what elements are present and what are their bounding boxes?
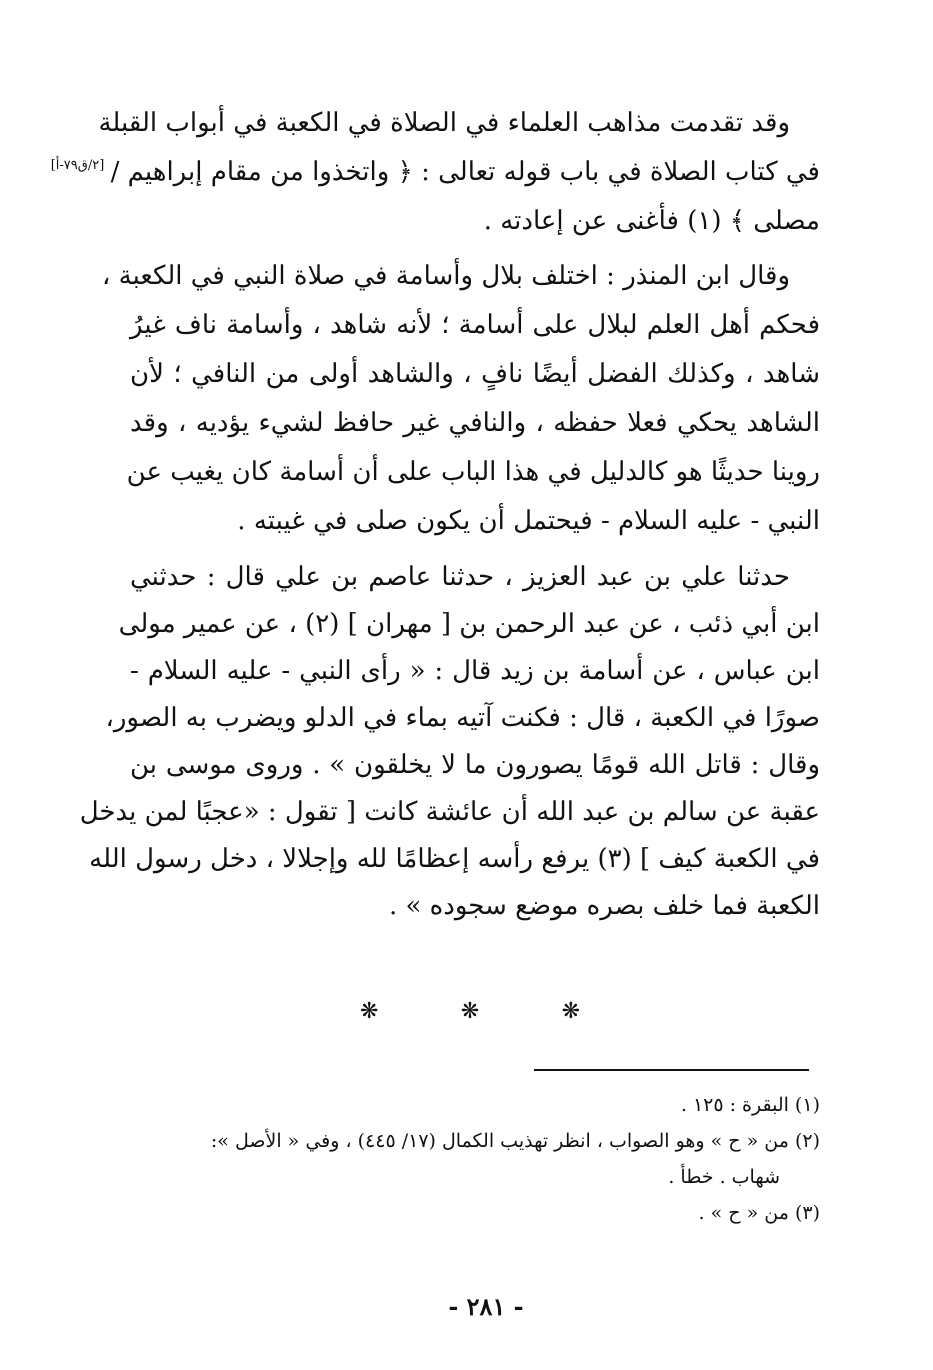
text-line: ابن عباس ، عن أسامة بن زيد قال : « رأى النبي - عليه السلام - [130, 656, 820, 686]
text-line: وقد تقدمت مذاهب العلماء في الصلاة في الكعبة في أبواب القبلة [98, 108, 790, 138]
margin-manuscript-note: [٢/ق٧٩-أ] [50, 158, 105, 173]
text-line: في الكعبة كيف ] (٣) يرفع رأسه إعظامًا لله وإجلالا ، دخل رسول الله [89, 844, 820, 874]
section-separator [360, 993, 580, 1029]
text-line: عقبة عن سالم بن عبد الله أن عائشة كانت [ تقول : «عجبًا لمن يدخل [79, 797, 820, 827]
asterism-icon: ❋ [460, 998, 480, 1024]
text-line: الكعبة فما خلف بصره موضع سجوده » . [388, 891, 820, 921]
footnote-3: (٣) من « ح » . [698, 1202, 820, 1224]
text-line: مصلى ﴾ (١) فأغنى عن إعادته . [483, 206, 820, 236]
text-line: شاهد ، وكذلك الفضل أيضًا نافٍ ، والشاهد أولى من النافي ؛ لأن [130, 359, 820, 389]
paragraph-1 [98, 95, 820, 265]
text-line: النبي - عليه السلام - فيحتمل أن يكون صلى في غيبته . [237, 506, 820, 536]
text-line: حدثنا علي بن عبد العزيز ، حدثنا عاصم بن علي قال : حدثني [130, 562, 790, 592]
text-line: فحكم أهل العلم لبلال على أسامة ؛ لأنه شاهد ، وأسامة ناف غيرُ [130, 310, 820, 340]
footnote-1: (١) البقرة : ١٢٥ . [680, 1094, 820, 1116]
footnote-2: (٢) من « ح » وهو الصواب ، انظر تهذيب الكمال (١٧/ ٤٤٥) ، وفي « الأصل »: [210, 1130, 820, 1152]
page-number: - ٢٨١ - [448, 1292, 524, 1321]
text-line: صورًا في الكعبة ، قال : فكنت آتيه بماء في الدلو ويضرب به الصور، [105, 703, 820, 733]
text-line: الشاهد يحكي فعلا حفظه ، والنافي غير حافظ لشيء يؤديه ، وقد [130, 408, 820, 438]
asterism-icon: ❋ [360, 998, 379, 1024]
asterism-icon: ❋ [561, 998, 580, 1024]
text-line: في كتاب الصلاة في باب قوله تعالى : ﴿ واتخذوا من مقام إبراهيم / [110, 157, 820, 187]
paragraph-2 [101, 248, 820, 548]
footnote-rule [534, 1069, 809, 1071]
footnote-2-continued: شهاب . خطأ . [668, 1166, 780, 1188]
text-line: وقال ابن المنذر : اختلف بلال وأسامة في صلاة النبي في الكعبة ، [101, 261, 790, 291]
text-line: ابن أبي ذئب ، عن عبد الرحمن بن [ مهران ] (٢) ، عن عمير مولى [118, 609, 820, 639]
text-line: وقال : قاتل الله قومًا يصورون ما لا يخلقون » . وروى موسى بن [130, 750, 820, 780]
footnotes [130, 1087, 820, 1237]
text-line: روينا حديثًا هو كالدليل في هذا الباب على أن أسامة كان يغيب عن [126, 457, 820, 487]
paragraph-3 [79, 549, 820, 949]
